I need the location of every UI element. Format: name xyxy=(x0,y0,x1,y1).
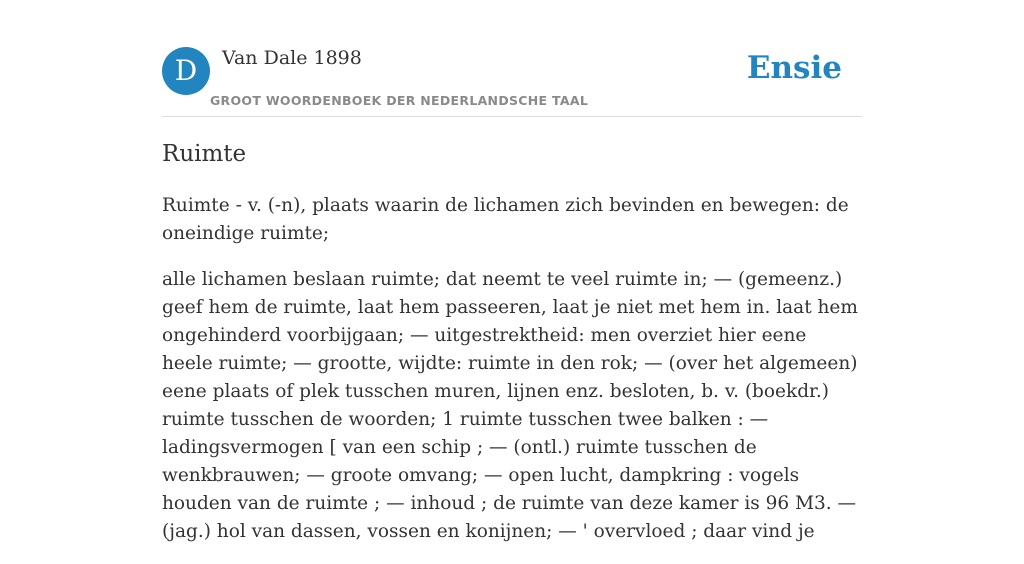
entry-title: Ruimte xyxy=(162,141,247,167)
definition-paragraph: alle lichamen beslaan ruimte; dat neemt te veel ruimte in; — (gemeenz.) geef hem de ruimte, laat hem passeeren, laat je niet met hem in. laat hem ongehinderd voorbijgaan; — uitgestrektheid: men overziet hier eene heele ruimte; — grootte, wijdte: ruimte in den rok; — (over het algemeen) eene plaats of plek tusschen muren, lijnen enz. besloten, b. v. (boekdr.) ruimte tusschen de woorden; 1 ruimte tusschen twee balken : — ladingsvermogen [ van een schip ; — (ontl.) ruimte tusschen de wenkbrauwen; — groote omvang; — open lucht, dampkring : vogels houden van de ruimte ; — inhoud ; de ruimte van deze kamer is 96 M3. — (jag.) hol van dassen, vossen en konijnen; — ' overvloed ; daar vind je xyxy=(162,269,858,542)
dictionary-logo-icon[interactable]: D xyxy=(162,47,210,95)
dictionary-header xyxy=(162,46,862,117)
ensie-logo[interactable]: Ensie xyxy=(746,50,842,86)
definition-paragraph: Ruimte - v. (-n), plaats waarin de lichamen zich bevinden en bewegen: de oneindige ruimte; xyxy=(162,195,849,244)
dictionary-title[interactable]: Van Dale 1898 xyxy=(222,47,362,69)
dictionary-subtitle: GROOT WOORDENBOEK DER NEDERLANDSCHE TAAL xyxy=(210,93,589,108)
entry-definition xyxy=(162,192,862,564)
